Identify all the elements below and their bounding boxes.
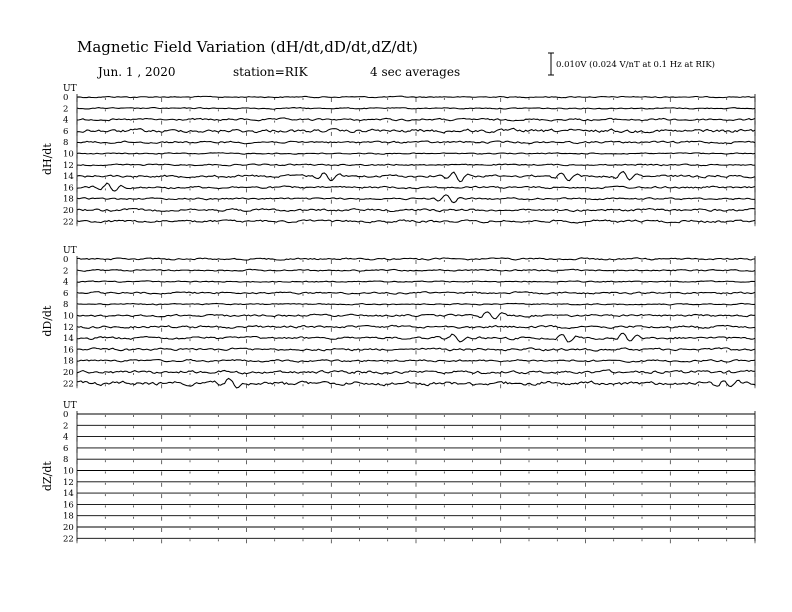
row-hour-label: 6	[63, 443, 69, 454]
station-label: station=RIK	[233, 65, 308, 79]
row-hour-label: 6	[63, 126, 69, 137]
row-hour-label: 18	[63, 511, 74, 522]
row-hour-label: 0	[63, 255, 69, 265]
row-hour-label: 12	[63, 322, 74, 333]
ut-label: UT	[63, 246, 77, 256]
row-hour-label: 22	[63, 379, 74, 390]
row-hour-label: 16	[63, 183, 74, 194]
trace-line-2	[77, 108, 755, 110]
ut-label: UT	[63, 401, 77, 411]
row-hour-label: 16	[63, 345, 74, 356]
row-hour-label: 12	[63, 160, 74, 171]
ut-label: UT	[63, 84, 77, 94]
panel-dD-dt	[41, 246, 755, 389]
row-hour-label: 12	[63, 477, 74, 488]
trace-line-2	[77, 269, 755, 271]
averaging-label: 4 sec averages	[370, 65, 461, 79]
row-hour-label: 14	[63, 172, 74, 183]
component-label: dD/dt	[41, 305, 54, 337]
trace-line-8	[77, 303, 755, 305]
row-hour-label: 18	[63, 194, 74, 205]
row-hour-label: 2	[63, 104, 69, 115]
row-hour-label: 20	[63, 368, 74, 378]
row-hour-label: 14	[63, 489, 74, 500]
row-hour-label: 10	[63, 311, 74, 322]
component-label: dZ/dt	[41, 461, 54, 492]
date-label: Jun. 1 , 2020	[98, 65, 176, 79]
chart-title: Magnetic Field Variation (dH/dt,dD/dt,dZ/dt)	[77, 38, 418, 56]
panel-dH-dt	[41, 84, 755, 227]
row-hour-label: 10	[63, 466, 74, 477]
trace-line-4	[77, 281, 755, 283]
trace-line-0	[77, 258, 755, 260]
row-hour-label: 8	[63, 455, 69, 466]
trace-line-0	[77, 96, 755, 98]
row-hour-label: 20	[63, 206, 74, 216]
row-hour-label: 22	[63, 534, 74, 545]
row-hour-label: 6	[63, 288, 69, 299]
row-hour-label: 4	[63, 277, 69, 288]
row-hour-label: 8	[63, 138, 69, 149]
row-hour-label: 10	[63, 149, 74, 160]
row-hour-label: 2	[63, 421, 69, 432]
trace-line-4	[77, 118, 755, 121]
row-hour-label: 4	[63, 432, 69, 443]
trace-line-6	[77, 292, 755, 295]
row-hour-label: 14	[63, 334, 74, 345]
row-hour-label: 22	[63, 217, 74, 228]
trace-line-10	[77, 153, 755, 154]
row-hour-label: 4	[63, 115, 69, 126]
row-hour-label: 18	[63, 356, 74, 367]
component-label: dH/dt	[41, 143, 54, 176]
row-hour-label: 2	[63, 266, 69, 277]
row-hour-label: 0	[63, 410, 69, 420]
row-hour-label: 16	[63, 500, 74, 511]
row-hour-label: 8	[63, 300, 69, 311]
trace-line-12	[77, 164, 755, 166]
row-hour-label: 20	[63, 523, 74, 533]
scale-note: 0.010V (0.024 V/nT at 0.1 Hz at RIK)	[556, 60, 715, 70]
row-hour-label: 0	[63, 93, 69, 103]
panel-dZ-dt	[41, 401, 755, 544]
